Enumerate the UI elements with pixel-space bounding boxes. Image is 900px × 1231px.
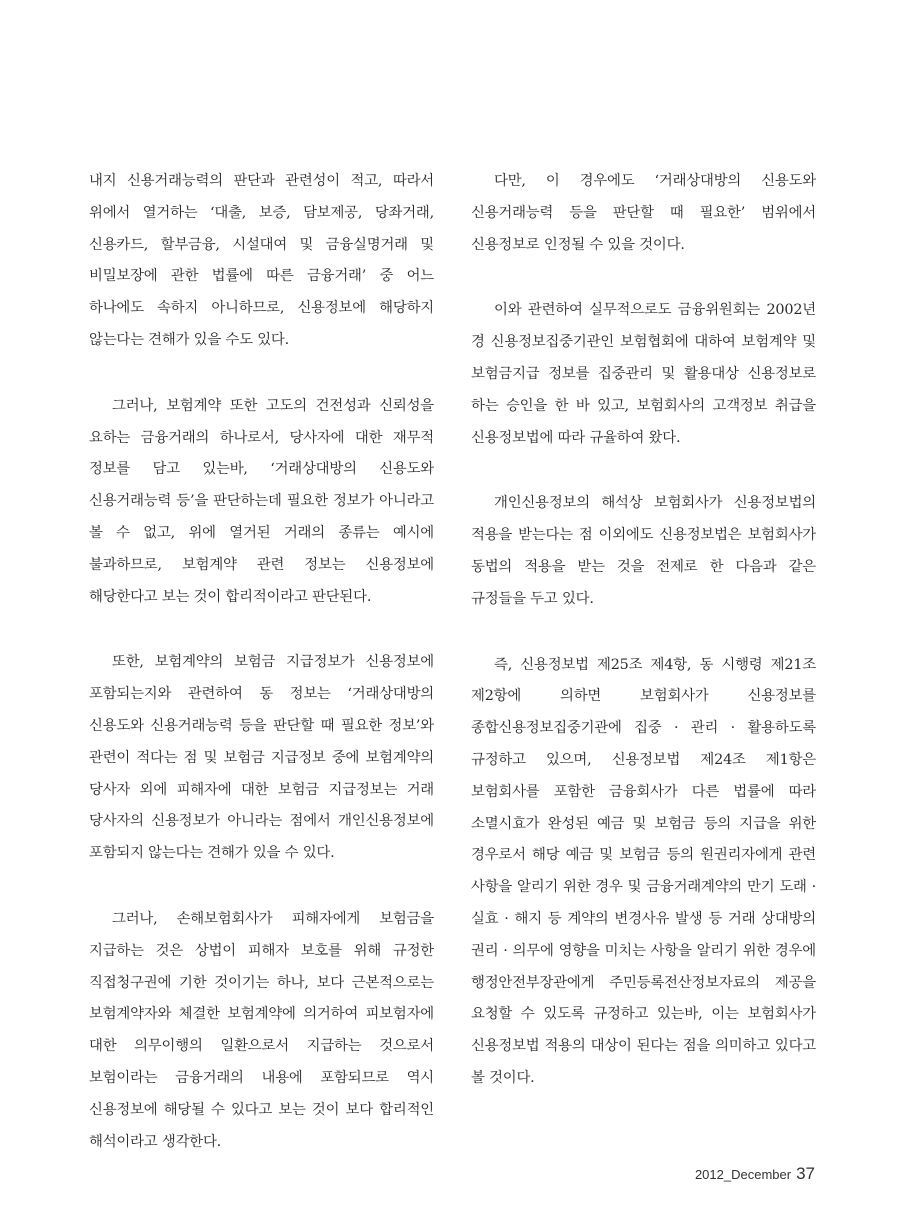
- body-paragraph: 즉, 신용정보법 제25조 제4항, 동 시행령 제21조 제2항에 의하면 보험회사가 신용정보를 종합신용정보집중기관에 집중 · 관리 · 활용하도록 규정하고 있으며, 신용정보법 제24조 제1항은 보험회사를 포함한 금융회사가 다른 법률에 따라 소멸시효가 완성된 예금 및 보험금 등의 지급을 위한 경우로서 해당 예금 및 보험금 등의 원권리자에게 관련 사항을 알리기 위한 경우 및 금융거래계약의 만기 도래 · 실효 · 해지 등 계약의 변경사유 발생 등 거래 상대방의 권리 · 의무에 영향을 미치는 사항을 알리기 위한 경우에 행정안전부장관에게 주민등록전산정보자료의 제공을 요청할 수 있도록 규정하고 있는바, 이는 보험회사가 신용정보법 적용의 대상이 된다는 점을 의미하고 있다고 볼 것이다.: [471, 656, 816, 1086]
- body-paragraph: 또한, 보험계약의 보험금 지급정보가 신용정보에 포함되는지와 관련하여 동 정보는 ‘거래상대방의 신용도와 신용거래능력 등을 판단할 때 필요한 정보’와 관련이 적다는 점 및 보험금 지급정보 중에 보험계약의 당사자 외에 피해자에 대한 보험금 지급정보는 거래 당사자의 신용정보가 아니라는 점에서 개인신용정보에 포함되지 않는다는 견해가 있을 수 있다.: [89, 654, 434, 862]
- body-paragraph: 이와 관련하여 실무적으로도 금융위원회는 2002년 경 신용정보집중기관인 보험협회에 대하여 보험계약 및 보험금지급 정보를 집중관리 및 활용대상 신용정보로 하는 승인을 한 바 있고, 보험회사의 고객정보 취급을 신용정보법에 따라 규율하여 왔다.: [471, 302, 816, 446]
- left-column: [89, 166, 434, 1192]
- body-paragraph: 그러나, 보험계약 또한 고도의 건전성과 신뢰성을 요하는 금융거래의 하나로서, 당사자에 대한 재무적 정보를 담고 있는바, ‘거래상대방의 신용도와 신용거래능력 등’을 판단하는데 필요한 정보가 아니라고 볼 수 없고, 위에 열거된 거래의 종류는 예시에 불과하므로, 보험계약 관련 정보는 신용정보에 해당한다고 보는 것이 합리적이라고 판단된다.: [89, 397, 434, 605]
- page-number: 37: [796, 1164, 815, 1183]
- body-paragraph: 다만, 이 경우에도 ‘거래상대방의 신용도와 신용거래능력 등을 판단할 때 필요한’ 범위에서 신용정보로 인정될 수 있을 것이다.: [471, 173, 816, 253]
- page-footer: [695, 1164, 815, 1184]
- issue-label: 2012_December: [694, 1167, 792, 1182]
- body-paragraph: 개인신용정보의 해석상 보험회사가 신용정보법의 적용을 받는다는 점 이외에도 신용정보법은 보험회사가 동법의 적용을 받는 것을 전제로 한 다음과 같은 규정들을 두고 있다.: [471, 495, 816, 607]
- body-paragraph: 그러나, 손해보험회사가 피해자에게 보험금을 지급하는 것은 상법이 피해자 보호를 위해 규정한 직접청구권에 기한 것이기는 하나, 보다 근본적으로는 보험계약자와 체결한 보험계약에 의거하여 피보험자에 대한 의무이행의 일환으로서 지급하는 것으로서 보험이라는 금융거래의 내용에 포함되므로 역시 신용정보에 해당될 수 있다고 보는 것이 보다 합리적인 해석이라고 생각한다.: [89, 910, 434, 1150]
- right-column: [471, 166, 816, 1129]
- body-paragraph: 내지 신용거래능력의 판단과 관련성이 적고, 따라서 위에서 열거하는 ‘대출, 보증, 담보제공, 당좌거래, 신용카드, 할부금융, 시설대여 및 금융실명거래 및 비밀보장에 관한 법률에 따른 금융거래’ 중 어느 하나에도 속하지 아니하므로, 신용정보에 해당하지 않는다는 견해가 있을 수도 있다.: [89, 173, 434, 348]
